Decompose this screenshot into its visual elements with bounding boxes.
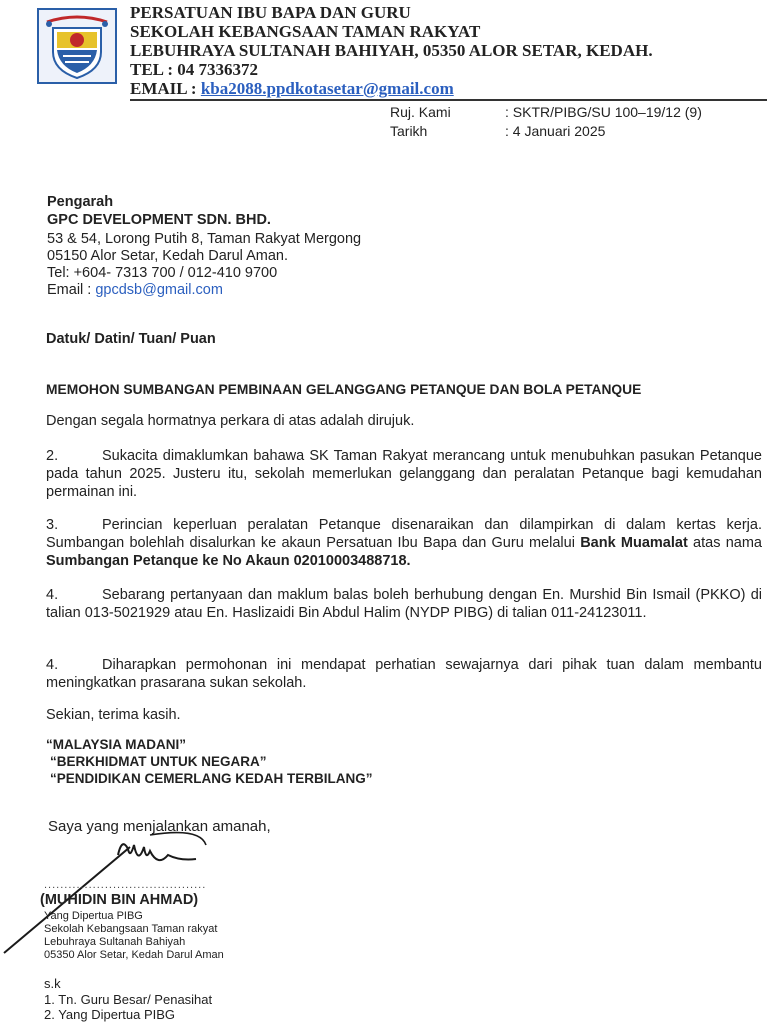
paragraph-4-number: 4. [46,587,59,603]
letterhead-email-label: EMAIL : [130,79,201,98]
subject-heading: MEMOHON SUMBANGAN PEMBINAAN GELANGGANG PETANQUE DAN BOLA PETANQUE [46,382,642,397]
motto-2: “BERKHIDMAT UNTUK NEGARA” [50,754,267,769]
reference-ruj-value: : SKTR/PIBG/SU 100–19/12 (9) [505,104,702,120]
recipient-company: GPC DEVELOPMENT SDN. BHD. [47,212,271,228]
signature-dotted-line: ........................................ [44,879,207,891]
paragraph-5-text: Diharapkan permohonan ini mendapat perhatian sewajarnya dari pihak tuan dalam membantu meningkatkan prasarana sukan sekolah. [46,657,762,691]
signatory-school: Sekolah Kebangsaan Taman rakyat [44,923,218,935]
recipient-address-1: 53 & 54, Lorong Putih 8, Taman Rakyat Mergong [47,231,362,247]
signature-preamble: Saya yang menjalankan amanah, [48,818,271,835]
recipient-tel: Tel: +604- 7313 700 / 012-410 9700 [47,265,278,281]
closing-line: Sekian, terima kasih. [46,707,181,723]
motto-1: “MALAYSIA MADANI” [46,737,187,752]
letterhead-tel: TEL : 04 7336372 [130,60,258,79]
recipient-email-label: Email : [47,282,96,298]
letterhead-email-link[interactable]: kba2088.ppdkotasetar@gmail.com [200,79,454,98]
paragraph-4 [46,586,762,622]
recipient-email-link[interactable]: gpcdsb@gmail.com [95,282,223,298]
paragraph-3-text-b: atas nama [687,535,762,551]
signatory-name: (MUHIDIN BIN AHMAD) [40,892,199,908]
paragraph-3-bank: Bank Muamalat [580,535,688,551]
reference-date-value: : 4 Januari 2025 [505,123,606,139]
paragraph-4-text: Sebarang pertanyaan dan maklum balas boleh berhubung dengan En. Murshid Bin Ismail (PKKO) di talian 013-5021929 atau En. Haslizaidi Bin Abdul Halim (NYDP PIBG) di talian 011-24123011. [46,587,762,621]
salutation: Datuk/ Datin/ Tuan/ Puan [46,331,216,347]
letterhead-org: PERSATUAN IBU BAPA DAN GURU [130,3,411,22]
paragraph-2-text: Sukacita dimaklumkan bahawa SK Taman Rakyat merancang untuk menubuhkan pasukan Petanque pada tahun 2025. Justeru itu, sekolah memerlukan gelanggang dan peralatan Petanque bagi kemudahan permainan ini. [46,448,762,500]
paragraph-3-account: Sumbangan Petanque ke No Akaun 02010003488718. [46,553,411,569]
paragraph-3-text: Perincian keperluan peralatan Petanque disenaraikan dan dilampirkan di dalam kertas kerja. Sumbangan bolehlah disalurkan ke akaun Persatuan Ibu Bapa dan Guru melalui [46,517,762,551]
signatory-title: Yang Dipertua PIBG [44,910,143,922]
paragraph-2-number: 2. [46,448,59,464]
signatory-street: Lebuhraya Sultanah Bahiyah [44,936,186,948]
signatory-city: 05350 Alor Setar, Kedah Darul Aman [44,949,224,961]
paragraph-5 [46,656,762,692]
paragraph-3 [46,516,762,570]
recipient-address-2: 05150 Alor Setar, Kedah Darul Aman. [47,248,289,264]
reference-ruj-label: Ruj. Kami [390,104,451,120]
intro-paragraph: Dengan segala hormatnya perkara di atas adalah dirujuk. [46,413,415,429]
letterhead-email-row [130,79,454,98]
reference-ruj-row [390,104,702,120]
reference-date-label: Tarikh [390,123,428,139]
cc-item-1: 1. Tn. Guru Besar/ Penasihat [44,992,213,1007]
paragraph-5-number: 4. [46,657,59,673]
cc-label: s.k [44,976,61,991]
school-crest-logo [37,8,117,84]
recipient-title: Pengarah [47,194,114,210]
letterhead-school: SEKOLAH KEBANGSAAN TAMAN RAKYAT [130,22,481,41]
paragraph-3-number: 3. [46,517,59,533]
reference-date-row [390,123,606,139]
paragraph-2 [46,447,762,501]
recipient-email-row [47,281,223,299]
letterhead-divider [130,99,767,101]
cc-item-2: 2. Yang Dipertua PIBG [44,1007,176,1022]
motto-3: “PENDIDIKAN CEMERLANG KEDAH TERBILANG” [50,771,373,786]
letterhead-address: LEBUHRAYA SULTANAH BAHIYAH, 05350 ALOR SETAR, KEDAH. [130,41,653,60]
